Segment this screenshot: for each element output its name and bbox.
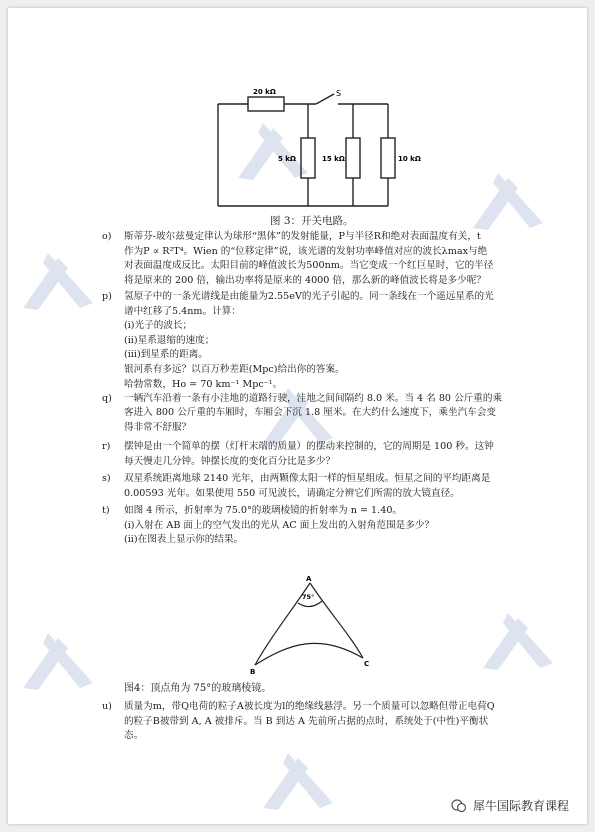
question-label: o) bbox=[102, 231, 112, 242]
figure4-caption: 图4：顶点角为 75°的玻璃棱镜。 bbox=[124, 683, 272, 694]
question-label: r) bbox=[102, 441, 111, 452]
question-o bbox=[102, 230, 505, 288]
question-r bbox=[102, 440, 505, 469]
vertex-label-c: C bbox=[364, 660, 370, 668]
apex-angle-label: 75° bbox=[302, 593, 315, 601]
resistor-label-20k: 20 kΩ bbox=[253, 88, 276, 96]
question-label: s) bbox=[102, 473, 111, 484]
wechat-icon bbox=[451, 798, 467, 814]
question-text-line: 摆钟是由一个简单的摆（灯杆末端的质量）的摆动来控制的，它的周期是 100 秒。这钟 bbox=[124, 441, 494, 452]
question-text-line: 作为P ∝ R²T⁴。Wien 的“位移定律”说，该光谱的发射功率峰值对应的波长λmax与绝 bbox=[124, 245, 488, 257]
question-text-line: 对表面温度成反比。太阳目前的峰值波长为500nm。当它变成一个红巨星时，它的半径 bbox=[124, 260, 494, 272]
document-page bbox=[8, 8, 587, 824]
question-label: p) bbox=[102, 291, 112, 302]
question-text-line: 一辆汽车沿着一条有小洼地的道路行驶，洼地之间间隔约 8.0 米。当 4 名 80 公斤重的乘 bbox=[124, 393, 503, 405]
question-text-line: (i)光子的波长； bbox=[124, 320, 193, 332]
watermark-logo-icon bbox=[258, 748, 338, 818]
question-t bbox=[102, 504, 505, 548]
question-text-line: 客进入 800 公斤重的车厢时，车厢会下沉 1.8 厘米。在大约什么速度下，乘坐汽车会变 bbox=[124, 407, 496, 418]
switch-label: S bbox=[336, 89, 342, 98]
footer-brand bbox=[451, 797, 569, 814]
question-label: q) bbox=[102, 393, 112, 404]
resistor-label-15k: 15 kΩ bbox=[322, 155, 345, 163]
question-text-line: (ii)星系退缩的速度； bbox=[124, 334, 215, 346]
question-label: t) bbox=[102, 505, 110, 516]
question-text-line: 谱中红移了5.4nm。计算： bbox=[124, 305, 241, 317]
watermark-logo-icon bbox=[18, 628, 98, 698]
question-text-line: 将是原来的 200 倍，输出功率将是原来的 4000 倍，那么新的峰值波长将是多少呢？ bbox=[124, 274, 486, 286]
question-u bbox=[102, 700, 505, 744]
figure4-prism-diagram bbox=[250, 573, 380, 678]
watermark-logo-icon bbox=[18, 248, 98, 318]
figure3-circuit-diagram bbox=[208, 86, 421, 211]
question-text-line: 如图 4 所示，折射率为 75.0°的玻璃棱镜的折射率为 n = 1.40。 bbox=[124, 505, 403, 516]
question-text-line: 态。 bbox=[124, 730, 144, 742]
question-text-line: 0.00593 光年。如果使用 550 可见波长，请确定分辨它们所需的放大镜直径。 bbox=[124, 487, 460, 499]
question-text-line: 斯蒂芬-玻尔兹曼定律认为球形“黑体”的发射能量，P与半径R和绝对表面温度有关，t bbox=[124, 231, 481, 242]
question-text-line: 得非常不舒服？ bbox=[124, 421, 192, 433]
question-p bbox=[102, 290, 505, 407]
question-label: u) bbox=[102, 701, 112, 712]
vertex-label-b: B bbox=[250, 668, 256, 676]
question-text-line: 氢原子中的一条光谱线是由能量为2.55eV的光子引起的。同一条线在一个遥远星系的光 bbox=[124, 291, 494, 302]
question-s bbox=[102, 472, 505, 501]
question-text-line: 哈勃常数，Ho = 70 km⁻¹ Mpc⁻¹。 bbox=[124, 378, 283, 390]
resistor-label-10k: 10 kΩ bbox=[398, 155, 421, 163]
question-text-line: 银河系有多远？以百万秒差距(Mpc)给出你的答案。 bbox=[124, 363, 345, 375]
footer-text: 犀牛国际教育课程 bbox=[472, 799, 569, 813]
resistor-label-5k: 5 kΩ bbox=[278, 155, 296, 163]
vertex-label-a: A bbox=[306, 575, 312, 583]
watermark-logo-icon bbox=[468, 168, 548, 238]
question-text-line: 双星系统距离地球 2140 光年，由两颗像太阳一样的恒星组成。恒星之间的平均距离是 bbox=[124, 473, 491, 484]
question-text-line: 每天慢走几分钟。钟摆长度的变化百分比是多少？ bbox=[124, 455, 336, 467]
question-text-line: (i)入射在 AB 面上的空气发出的光从 AC 面上发出的入射角范围是多少？ bbox=[124, 519, 435, 531]
question-text-line: (iii)到星系的距离。 bbox=[124, 349, 208, 361]
figure3-caption: 图 3：开关电路。 bbox=[270, 215, 354, 227]
watermark-logo-icon bbox=[478, 608, 558, 678]
question-text-line: (ii)在图表上显示你的结果。 bbox=[124, 534, 244, 546]
question-text-line: 的粒子B被带到 A, A 被排斥。当 B 到达 A 先前所占据的点时，系统处于(中性)平衡状 bbox=[124, 715, 489, 727]
question-text-line: 质量为m，带Q电荷的粒子A被长度为l的绝缘线悬浮。另一个质量可以忽略但带正电荷Q bbox=[124, 701, 495, 712]
